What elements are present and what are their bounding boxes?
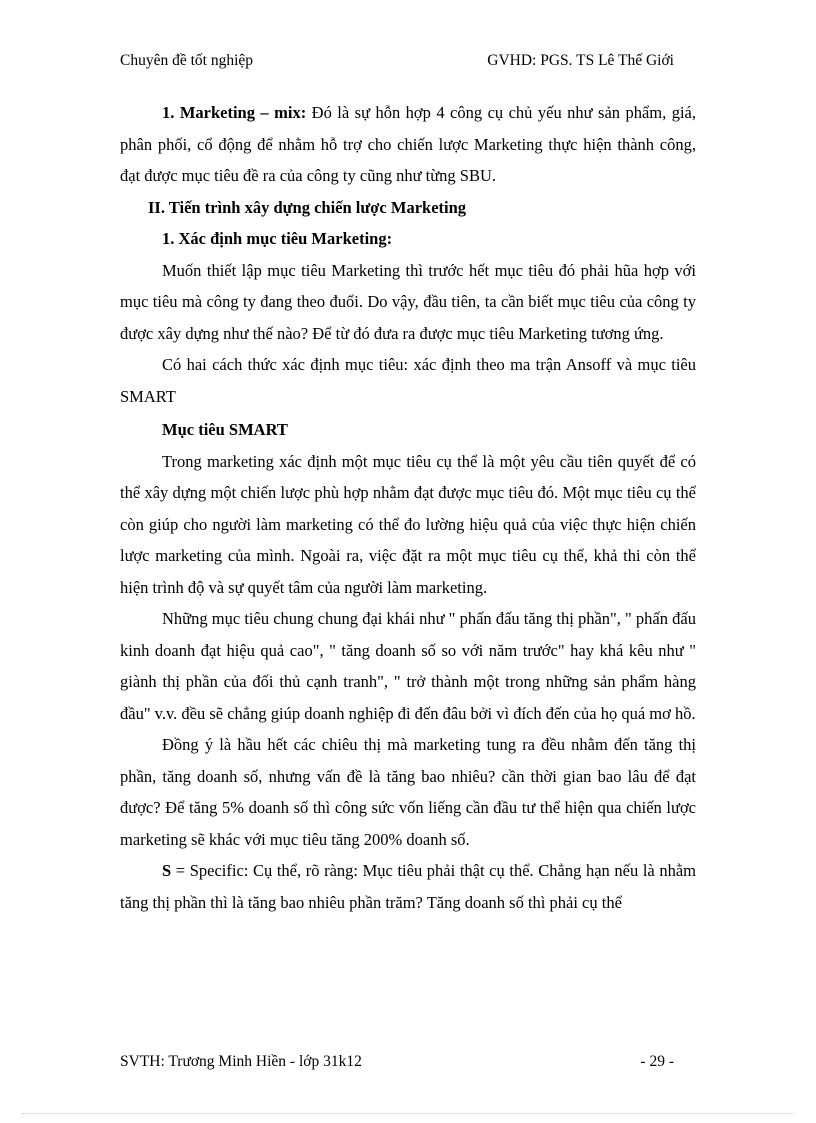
page-bottom-divider <box>22 1113 794 1114</box>
paragraph-specific <box>120 855 696 918</box>
term-marketing-mix: 1. Marketing – mix: <box>162 103 307 122</box>
paragraph-marketing-mix <box>120 97 696 192</box>
heading-smart: Mục tiêu SMART <box>162 420 288 439</box>
paragraph-how-much: Đồng ý là hầu hết các chiêu thị mà marketing tung ra đều nhằm đến tăng thị phần, tăng doanh số, nhưng vấn đề là tăng bao nhiêu? cần thời gian bao lâu để đạt được? Để tăng 5% doanh số thì công sức vốn liếng cần đầu tư thể hiện qua chiến lược marketing sẽ khác với mục tiêu tăng 200% doanh số. <box>120 735 696 849</box>
header-supervisor: GVHD: PGS. TS Lê Thế Giới <box>487 52 674 69</box>
page-number: - 29 - <box>640 1053 674 1070</box>
term-s: S <box>162 861 172 880</box>
subsection-heading-1: 1. Xác định mục tiêu Marketing: <box>162 229 393 248</box>
paragraph-specific-goal: Trong marketing xác định một mục tiêu cụ thể là một yêu cầu tiên quyết để có thể xây dựng một chiến lược phù hợp nhằm đạt được mục tiêu đó. Một mục tiêu cụ thể còn giúp cho người làm marketing có thể đo lường hiệu quả của việc thực hiện chiến lược marketing của mình. Ngoài ra, việc đặt ra một mục tiêu cụ thể, khả thi còn thể hiện trình độ và sự quyết tâm của người làm marketing. <box>120 451 696 597</box>
marketing-mix-definition: Đó là sự hỗn hợp 4 công cụ chủ yếu như sản phẩm, giá, phân phối, cổ động để nhằm hỗ trợ cho chiến lược Marketing thực hiện thành công, đạt được mục tiêu đề ra của công ty cũng như từng SBU. <box>120 103 696 185</box>
paragraph-vague-goals: Những mục tiêu chung chung đại khái như " phấn đấu tăng thị phần", " phấn đấu kinh doanh đạt hiệu quả cao", " tăng doanh số so với năm trước" hay khá kêu như " giành thị phần của đối thủ cạnh tranh", " trở thành một trong những sản phẩm hàng đầu" v.v. đều sẽ chẳng giúp doanh nghiệp đi đến đâu bởi vì đích đến của họ quá mơ hồ. <box>120 609 696 723</box>
page-footer <box>120 1053 674 1071</box>
document-body <box>120 97 696 918</box>
paragraph-two-methods: Có hai cách thức xác định mục tiêu: xác định theo ma trận Ansoff và mục tiêu SMART <box>120 355 696 406</box>
footer-student: SVTH: Trương Minh Hiền - lớp 31k12 <box>120 1053 362 1070</box>
header-course-title: Chuyên đề tốt nghiệp <box>120 52 254 69</box>
section-heading-ii: II. Tiến trình xây dựng chiến lược Marketing <box>148 197 467 217</box>
page-header <box>120 52 674 70</box>
specific-definition: = Specific: Cụ thể, rõ ràng: Mục tiêu phải thật cụ thể. Chẳng hạn nếu là nhằm tăng thị phần thì là tăng bao nhiêu phần trăm? Tăng doanh số thì phải cụ thể <box>120 861 696 912</box>
paragraph-goal-setting: Muốn thiết lập mục tiêu Marketing thì trước hết mục tiêu đó phải hũa hợp với mục tiêu mà công ty đang theo đuổi. Do vậy, đầu tiên, ta cần biết mục tiêu của công ty được xây dựng như thế nào? Để từ đó đưa ra được mục tiêu Marketing tương ứng. <box>120 260 696 343</box>
